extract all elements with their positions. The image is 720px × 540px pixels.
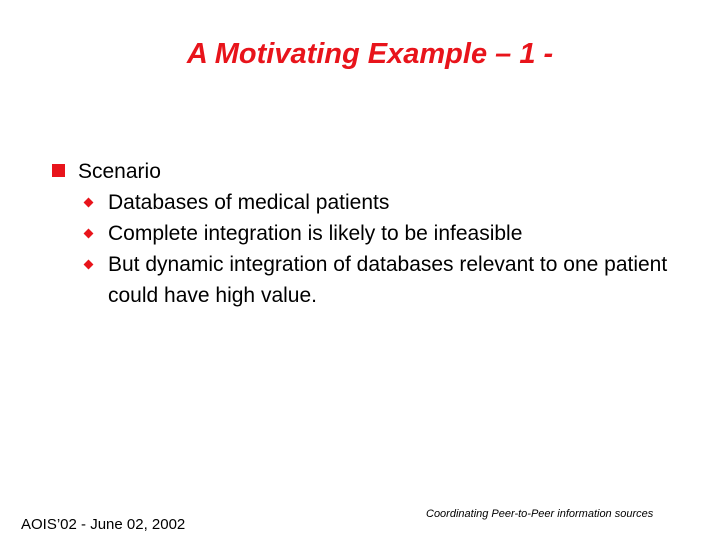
sub-bullet-item (50, 187, 690, 218)
square-bullet-icon (52, 164, 65, 177)
bullet-label: Scenario (78, 160, 161, 183)
footer-date: AOIS’02 - June 02, 2002 (21, 516, 186, 533)
sub-bullet-text: Complete integration is likely to be infeasible (108, 222, 523, 245)
sub-bullet-item (50, 249, 690, 311)
slide-title: A Motivating Example – 1 - (186, 38, 554, 70)
sub-bullet-text: But dynamic integration of databases relevant to one patient could have high value. (108, 253, 668, 307)
diamond-bullet-icon (84, 198, 94, 208)
footer-title: Coordinating Peer-to-Peer information sources (426, 508, 654, 520)
sub-bullet-item (50, 218, 690, 249)
diamond-bullet-icon (84, 260, 94, 270)
slide-content (50, 156, 690, 311)
bullet-scenario (50, 156, 690, 187)
sub-bullet-text: Databases of medical patients (108, 191, 390, 214)
diamond-bullet-icon (84, 229, 94, 239)
